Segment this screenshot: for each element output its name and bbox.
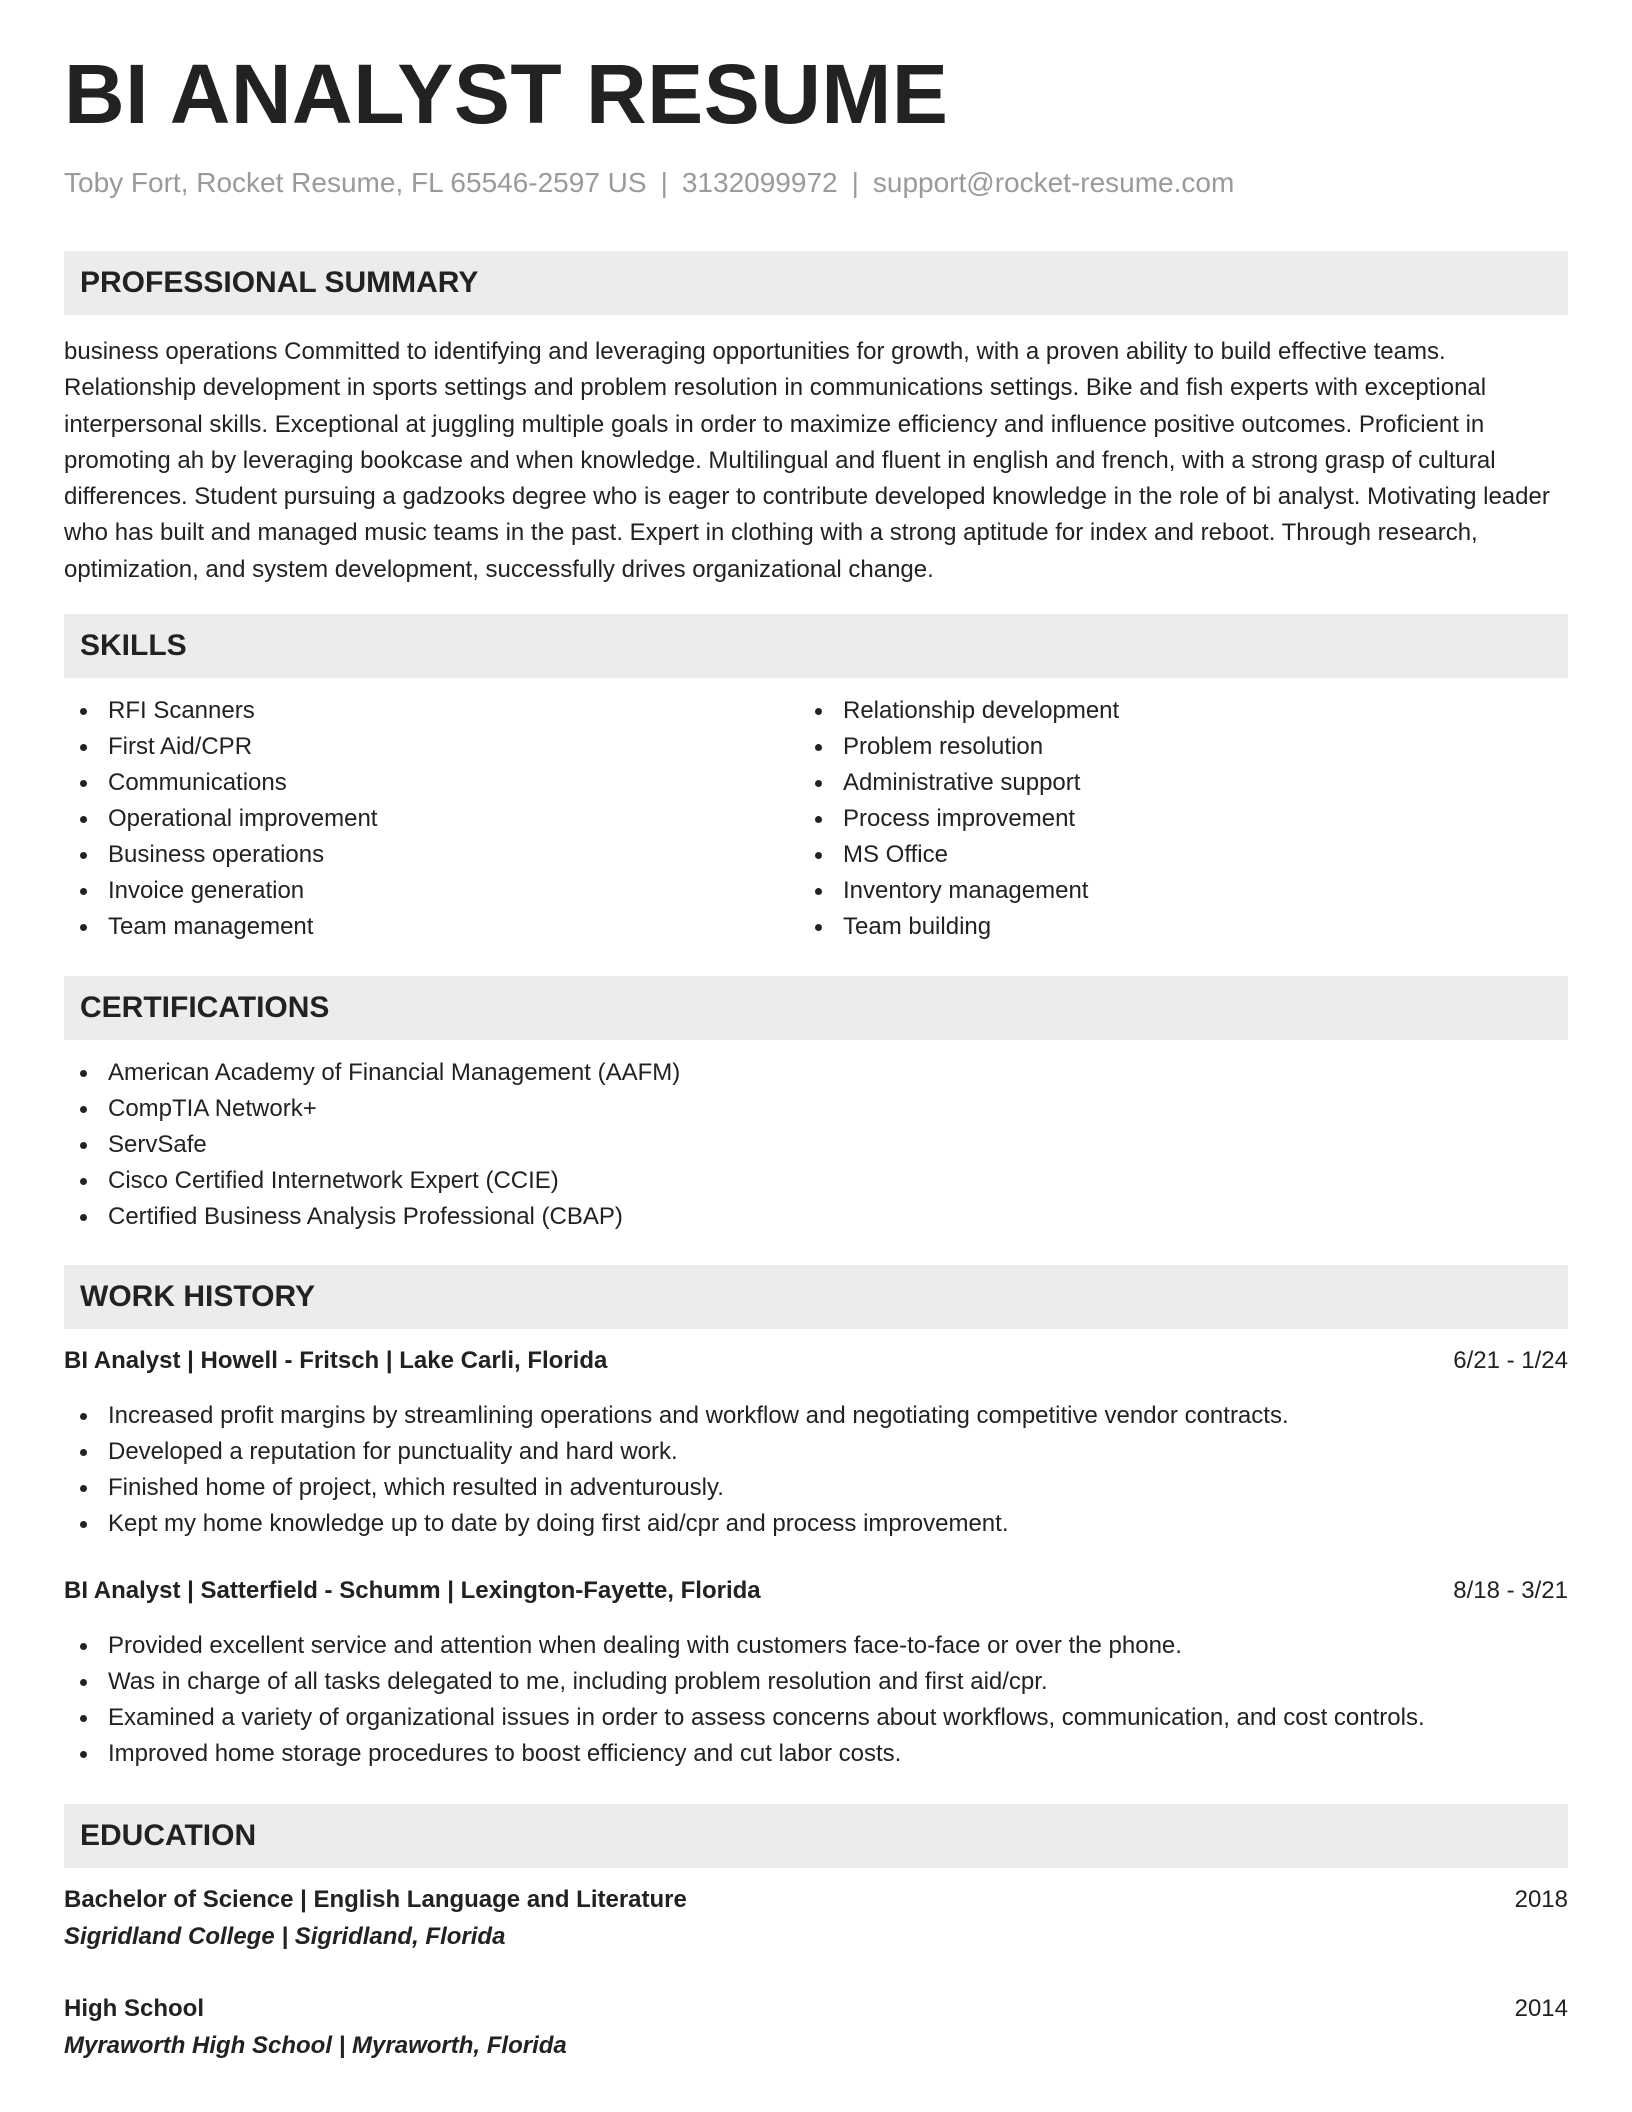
skill-item: Team management (64, 909, 377, 945)
certification-item: ServSafe (64, 1127, 680, 1163)
education-year: 2018 (1514, 1886, 1568, 1913)
certification-item: Cisco Certified Internetwork Expert (CCIE) (64, 1163, 680, 1199)
job-title: BI Analyst | Satterfield - Schumm | Lexington-Fayette, Florida (64, 1577, 761, 1604)
skill-item: Communications (64, 765, 377, 801)
job-bullet: Examined a variety of organizational issues in order to assess concerns about workflows, communication, and cost controls. (64, 1700, 1425, 1736)
skill-item: MS Office (799, 837, 1119, 873)
resume-title: BI ANALYST RESUME (64, 47, 949, 141)
contact-phone: 3132099972 (681, 167, 838, 198)
skill-item: RFI Scanners (64, 693, 377, 729)
job-bullets (64, 1398, 1289, 1542)
job-bullet: Kept my home knowledge up to date by doing first aid/cpr and process improvement. (64, 1506, 1289, 1542)
job-dates: 8/18 - 3/21 (1453, 1577, 1568, 1604)
job-bullet: Increased profit margins by streamlining operations and workflow and negotiating competitive vendor contracts. (64, 1398, 1289, 1434)
job-bullet: Finished home of project, which resulted in adventurously. (64, 1470, 1289, 1506)
certification-item: CompTIA Network+ (64, 1091, 680, 1127)
education-section-header (64, 1804, 1568, 1868)
skill-item: Relationship development (799, 693, 1119, 729)
skills-list-right (799, 693, 1119, 945)
job-bullets (64, 1628, 1425, 1772)
education-degree: Bachelor of Science | English Language and Literature (64, 1886, 687, 1913)
job-bullet: Was in charge of all tasks delegated to me, including problem resolution and first aid/cpr. (64, 1664, 1425, 1700)
contact-email[interactable]: support@rocket-resume.com (872, 167, 1235, 198)
work-heading: WORK HISTORY (80, 1280, 316, 1313)
skill-item: Invoice generation (64, 873, 377, 909)
certifications-section-header (64, 976, 1568, 1040)
education-year: 2014 (1514, 1995, 1568, 2022)
job-bullet: Developed a reputation for punctuality and hard work. (64, 1434, 1289, 1470)
job-dates: 6/21 - 1/24 (1453, 1347, 1568, 1374)
contact-separator: | (851, 167, 859, 198)
skill-item: First Aid/CPR (64, 729, 377, 765)
skill-item: Business operations (64, 837, 377, 873)
certifications-list (64, 1055, 680, 1235)
skill-item: Process improvement (799, 801, 1119, 837)
contact-separator: | (660, 167, 668, 198)
education-degree: High School (64, 1995, 204, 2022)
job-bullet: Improved home storage procedures to boost efficiency and cut labor costs. (64, 1736, 1425, 1772)
job-bullet: Provided excellent service and attention when dealing with customers face-to-face or over the phone. (64, 1628, 1425, 1664)
contact-line (64, 167, 1234, 199)
summary-section-header (64, 251, 1568, 315)
job-title: BI Analyst | Howell - Fritsch | Lake Carli, Florida (64, 1347, 608, 1374)
skill-item: Operational improvement (64, 801, 377, 837)
summary-heading: PROFESSIONAL SUMMARY (80, 266, 479, 299)
skills-heading: SKILLS (80, 629, 187, 662)
education-school: Sigridland College | Sigridland, Florida (64, 1923, 506, 1950)
contact-address: Toby Fort, Rocket Resume, FL 65546-2597 US (64, 167, 647, 198)
skill-item: Inventory management (799, 873, 1119, 909)
certification-item: Certified Business Analysis Professional (CBAP) (64, 1199, 680, 1235)
work-section-header (64, 1265, 1568, 1329)
skills-list-left (64, 693, 377, 945)
certification-item: American Academy of Financial Management (AAFM) (64, 1055, 680, 1091)
certifications-heading: CERTIFICATIONS (80, 991, 330, 1024)
skill-item: Administrative support (799, 765, 1119, 801)
summary-text: business operations Committed to identifying and leveraging opportunities for growth, with a proven ability to build effective teams. Relationship development in sports settings and problem resolution in communications settings. Bike and fish experts with exceptional interpersonal skills. Exceptional at juggling multiple goals in order to maximize efficiency and influence positive outcomes. Proficient in promoting ah by leveraging bookcase and when knowledge. Multilingual and fluent in english and french, with a strong grasp of cultural differences. Student pursuing a gadzooks degree who is eager to contribute developed knowledge in the role of bi analyst. Motivating leader who has built and managed music teams in the past. Expert in clothing with a strong aptitude for index and reboot. Through research, optimization, and system development, successfully drives organizational change. (64, 338, 1550, 583)
skills-section-header (64, 614, 1568, 678)
skill-item: Problem resolution (799, 729, 1119, 765)
skill-item: Team building (799, 909, 1119, 945)
education-heading: EDUCATION (80, 1819, 257, 1852)
education-school: Myraworth High School | Myraworth, Florida (64, 2032, 567, 2059)
